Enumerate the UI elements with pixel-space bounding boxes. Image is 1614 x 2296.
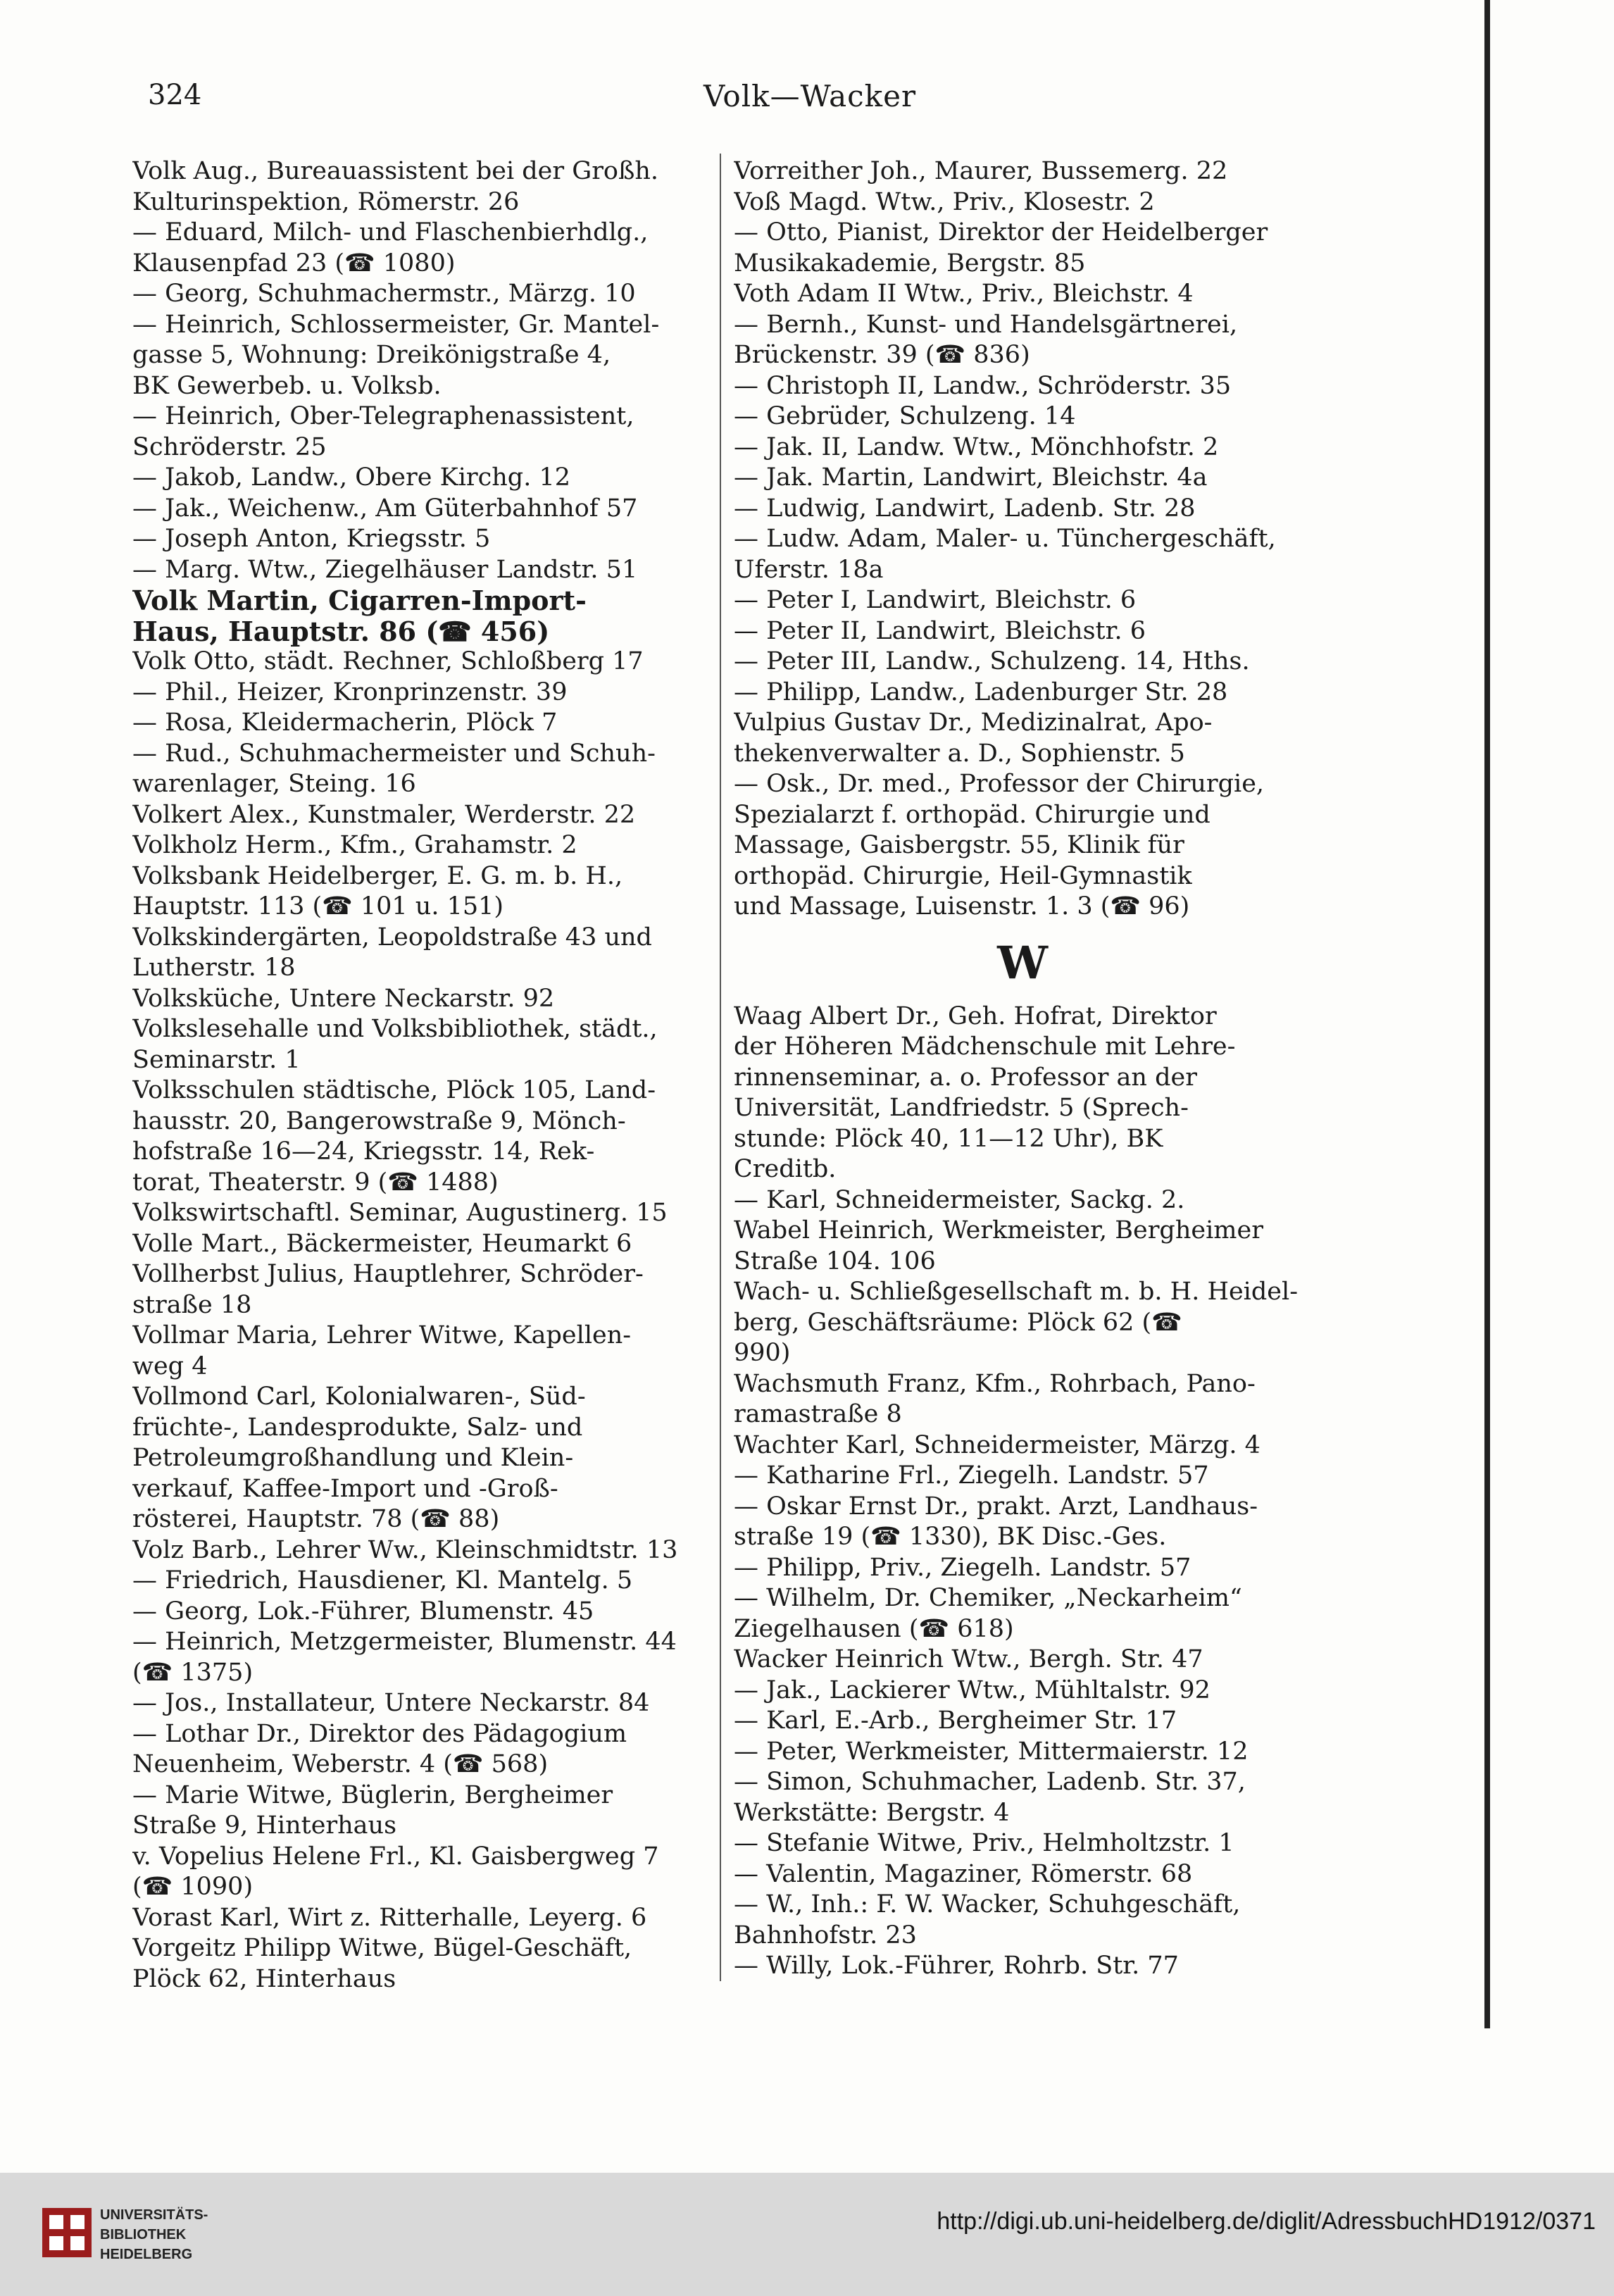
directory-entry: — Peter, Werkmeister, Mittermaierstr. 12 <box>734 1737 1249 1766</box>
right-column-bottom <box>734 1002 1311 1982</box>
directory-entry: Creditb. <box>734 1155 837 1183</box>
directory-entry: Spezialarzt f. orthopäd. Chirurgie und <box>734 800 1210 829</box>
directory-entry: Ziegelhausen (☎ 618) <box>734 1614 1014 1643</box>
directory-entry: warenlager, Steing. 16 <box>132 770 416 798</box>
right-column <box>734 156 1311 1982</box>
directory-entry: straße 19 (☎ 1330), BK Disc.-Ges. <box>734 1523 1167 1551</box>
directory-entry: straße 18 <box>132 1290 252 1319</box>
logo-line-2: BIBLIOTHEK <box>100 2227 187 2242</box>
directory-entry: — Valentin, Magaziner, Römerstr. 68 <box>734 1859 1193 1888</box>
directory-entry: — Karl, Schneidermeister, Sackg. 2. <box>734 1185 1185 1214</box>
directory-entry: der Höheren Mädchenschule mit Lehre- <box>734 1032 1236 1061</box>
directory-entry: Bahnhofstr. 23 <box>734 1921 917 1949</box>
directory-entry: Straße 9, Hinterhaus <box>132 1811 397 1840</box>
directory-entry: — Wilhelm, Dr. Chemiker, „Neckarheim“ <box>734 1584 1242 1612</box>
directory-entry: Uferstr. 18a <box>734 555 884 584</box>
directory-entry: Volksschulen städtische, Plöck 105, Land- <box>132 1076 656 1104</box>
source-url[interactable]: http://digi.ub.uni-heidelberg.de/diglit/AdressbuchHD1912/0371 <box>937 2208 1596 2235</box>
directory-entry: — Marie Witwe, Büglerin, Bergheimer <box>132 1780 613 1809</box>
directory-entry: Petroleumgroßhandlung und Klein- <box>132 1444 574 1472</box>
directory-entry: Volle Mart., Bäckermeister, Heumarkt 6 <box>132 1229 632 1258</box>
directory-entry: — Jak. Martin, Landwirt, Bleichstr. 4a <box>734 463 1208 492</box>
directory-entry: Haus, Hauptstr. 86 (☎ 456) <box>132 616 550 647</box>
directory-entry: Volkslesehalle und Volksbibliothek, städt., <box>132 1015 658 1043</box>
directory-entry: — Osk., Dr. med., Professor der Chirurgie, <box>734 770 1265 798</box>
directory-entry: Kulturinspektion, Römerstr. 26 <box>132 187 520 216</box>
directory-entry: — Oskar Ernst Dr., prakt. Arzt, Landhaus- <box>734 1492 1258 1521</box>
directory-entry: Volkswirtschaftl. Seminar, Augustinerg. 15 <box>132 1199 668 1227</box>
directory-entry: — Peter III, Landw., Schulzeng. 14, Hths. <box>734 647 1250 675</box>
directory-entry: — Jak. II, Landw. Wtw., Mönchhofstr. 2 <box>734 432 1219 461</box>
directory-entry: — Joseph Anton, Kriegsstr. 5 <box>132 525 491 553</box>
directory-entry: hofstraße 16—24, Kriegsstr. 14, Rek- <box>132 1137 595 1166</box>
page-edge-shadow <box>1484 0 1490 2028</box>
directory-entry: — Willy, Lok.-Führer, Rohrb. Str. 77 <box>734 1952 1179 1980</box>
directory-entry: Wach- u. Schließgesellschaft m. b. H. Heidel- <box>734 1278 1299 1306</box>
directory-entry: Vulpius Gustav Dr., Medizinalrat, Apo- <box>734 709 1213 737</box>
directory-entry: — Heinrich, Schlossermeister, Gr. Mantel- <box>132 310 660 339</box>
directory-entry: Volkskindergärten, Leopoldstraße 43 und <box>132 923 652 952</box>
directory-entry: Vollherbst Julius, Hauptlehrer, Schröder- <box>132 1260 644 1288</box>
directory-entry: — Karl, E.-Arb., Bergheimer Str. 17 <box>734 1707 1177 1735</box>
directory-entry: — Phil., Heizer, Kronprinzenstr. 39 <box>132 678 568 706</box>
running-head: Volk—Wacker <box>703 79 917 113</box>
directory-entry: — Jak., Weichenw., Am Güterbahnhof 57 <box>132 494 638 523</box>
directory-entry: — Georg, Lok.-Führer, Blumenstr. 45 <box>132 1597 594 1626</box>
directory-entry: — Jak., Lackierer Wtw., Mühltalstr. 92 <box>734 1676 1210 1704</box>
directory-entry: Klausenpfad 23 (☎ 1080) <box>132 249 456 277</box>
directory-entry: rösterei, Hauptstr. 78 (☎ 88) <box>132 1505 500 1533</box>
directory-entry: rinnenseminar, a. o. Professor an der <box>734 1063 1197 1092</box>
directory-entry: Wabel Heinrich, Werkmeister, Bergheimer <box>734 1216 1263 1244</box>
directory-entry: — Simon, Schuhmacher, Ladenb. Str. 37, <box>734 1768 1246 1796</box>
directory-entry: Wachsmuth Franz, Kfm., Rohrbach, Pano- <box>734 1369 1256 1398</box>
section-letter: W <box>997 936 1048 990</box>
directory-entry: Schröderstr. 25 <box>132 432 327 461</box>
directory-entry: — Eduard, Milch- und Flaschenbierhdlg., <box>132 218 649 247</box>
directory-entry: Wacker Heinrich Wtw., Bergh. Str. 47 <box>734 1645 1203 1673</box>
directory-entry: Massage, Gaisbergstr. 55, Klinik für <box>734 831 1184 859</box>
directory-entry: — Friedrich, Hausdiener, Kl. Mantelg. 5 <box>132 1566 633 1595</box>
directory-entry: Volkert Alex., Kunstmaler, Werderstr. 22 <box>132 800 636 829</box>
directory-entry: hausstr. 20, Bangerowstraße 9, Mönch- <box>132 1106 626 1135</box>
directory-entry: ramastraße 8 <box>734 1400 902 1428</box>
directory-entry: gasse 5, Wohnung: Dreikönigstraße 4, <box>132 341 611 369</box>
column-divider <box>720 154 721 1981</box>
directory-entry: Volz Barb., Lehrer Ww., Kleinschmidtstr. 13 <box>132 1535 678 1564</box>
directory-entry: — Heinrich, Ober-Telegraphenassistent, <box>132 402 634 430</box>
directory-entry: — Georg, Schuhmachermstr., Märzg. 10 <box>132 280 636 308</box>
footer-bar <box>0 2173 1614 2296</box>
directory-entry: — Ludwig, Landwirt, Ladenb. Str. 28 <box>734 494 1196 523</box>
directory-entry: Vorgeitz Philipp Witwe, Bügel-Geschäft, <box>132 1934 632 1962</box>
directory-entry: Straße 104. 106 <box>734 1247 936 1275</box>
directory-entry: — Heinrich, Metzgermeister, Blumenstr. 44 <box>132 1628 677 1656</box>
directory-entry: — Peter II, Landwirt, Bleichstr. 6 <box>734 616 1146 645</box>
directory-entry: Lutherstr. 18 <box>132 954 296 982</box>
directory-entry: orthopäd. Chirurgie, Heil-Gymnastik <box>734 861 1192 890</box>
directory-entry: Voth Adam II Wtw., Priv., Bleichstr. 4 <box>734 280 1194 308</box>
directory-entry: Universität, Landfriedstr. 5 (Sprech- <box>734 1094 1189 1122</box>
directory-entry: weg 4 <box>132 1352 208 1380</box>
directory-entry: Wachter Karl, Schneidermeister, Märzg. 4 <box>734 1430 1260 1459</box>
directory-entry: Volkholz Herm., Kfm., Grahamstr. 2 <box>132 831 577 859</box>
directory-entry: — Ludw. Adam, Maler- u. Tünchergeschäft, <box>734 525 1276 553</box>
directory-entry: — Peter I, Landwirt, Bleichstr. 6 <box>734 586 1137 614</box>
directory-entry: — Philipp, Landw., Ladenburger Str. 28 <box>734 678 1228 706</box>
directory-entry: und Massage, Luisenstr. 1. 3 (☎ 96) <box>734 892 1190 921</box>
directory-entry: — Christoph II, Landw., Schröderstr. 35 <box>734 371 1232 400</box>
directory-entry: — Rosa, Kleidermacherin, Plöck 7 <box>132 709 558 737</box>
directory-entry: Hauptstr. 113 (☎ 101 u. 151) <box>132 892 504 921</box>
directory-entry: Volk Martin, Cigarren-Import- <box>132 585 587 616</box>
directory-entry: Volk Otto, städt. Rechner, Schloßberg 17 <box>132 647 644 675</box>
directory-entry: Seminarstr. 1 <box>132 1045 301 1074</box>
directory-entry: Musikakademie, Bergstr. 85 <box>734 249 1086 277</box>
directory-entry: torat, Theaterstr. 9 (☎ 1488) <box>132 1168 499 1197</box>
directory-entry: Volksküche, Untere Neckarstr. 92 <box>132 984 555 1013</box>
logo-line-3: HEIDELBERG <box>100 2247 193 2262</box>
directory-entry: Vorreither Joh., Maurer, Bussemerg. 22 <box>734 157 1228 185</box>
directory-entry: — Otto, Pianist, Direktor der Heidelberger <box>734 218 1268 247</box>
directory-entry: v. Vopelius Helene Frl., Kl. Gaisbergweg 7 <box>132 1842 659 1871</box>
directory-entry: Brückenstr. 39 (☎ 836) <box>734 341 1030 369</box>
directory-entry: (☎ 1375) <box>132 1658 254 1687</box>
university-seal-icon <box>42 2208 92 2257</box>
directory-entry: Vollmar Maria, Lehrer Witwe, Kapellen- <box>132 1321 632 1349</box>
directory-entry: — Rud., Schuhmachermeister und Schuh- <box>132 739 656 768</box>
directory-entry: Neuenheim, Weberstr. 4 (☎ 568) <box>132 1750 549 1778</box>
directory-entry: — Philipp, Priv., Ziegelh. Landstr. 57 <box>734 1553 1191 1582</box>
directory-entry: Volksbank Heidelberger, E. G. m. b. H., <box>132 861 623 890</box>
directory-entry: — Marg. Wtw., Ziegelhäuser Landstr. 51 <box>132 555 638 584</box>
page-number: 324 <box>148 79 202 111</box>
directory-entry: Werkstätte: Bergstr. 4 <box>734 1798 1010 1827</box>
directory-entry: früchte-, Landesprodukte, Salz- und <box>132 1413 583 1442</box>
directory-entry: Plöck 62, Hinterhaus <box>132 1964 396 1993</box>
directory-entry: — Gebrüder, Schulzeng. 14 <box>734 402 1076 430</box>
directory-entry: — Katharine Frl., Ziegelh. Landstr. 57 <box>734 1461 1209 1490</box>
directory-entry: berg, Geschäftsräume: Plöck 62 (☎ <box>734 1308 1182 1337</box>
directory-entry: Volk Aug., Bureauassistent bei der Großh. <box>132 157 659 185</box>
directory-entry: Vollmond Carl, Kolonialwaren-, Süd- <box>132 1383 586 1411</box>
directory-entry: Vorast Karl, Wirt z. Ritterhalle, Leyerg. 6 <box>132 1903 647 1932</box>
directory-entry: stunde: Plöck 40, 11—12 Uhr), BK <box>734 1124 1163 1153</box>
left-column <box>132 156 710 1995</box>
directory-entry: 990) <box>734 1339 791 1367</box>
logo-line-1: UNIVERSITÄTS- <box>100 2207 208 2223</box>
directory-entry: — Lothar Dr., Direktor des Pädagogium <box>132 1719 627 1748</box>
directory-entry: Voß Magd. Wtw., Priv., Klosestr. 2 <box>734 187 1155 216</box>
directory-entry: (☎ 1090) <box>132 1873 254 1901</box>
library-logo-text <box>100 2205 208 2264</box>
directory-entry: — Jakob, Landw., Obere Kirchg. 12 <box>132 463 570 492</box>
directory-entry: verkauf, Kaffee-Import und -Groß- <box>132 1474 558 1503</box>
directory-entry: thekenverwalter a. D., Sophienstr. 5 <box>734 739 1185 768</box>
directory-entry: Waag Albert Dr., Geh. Hofrat, Direktor <box>734 1002 1217 1030</box>
directory-entry: — Jos., Installateur, Untere Neckarstr. 84 <box>132 1689 650 1717</box>
right-column-top <box>734 156 1311 923</box>
directory-entry: — Stefanie Witwe, Priv., Helmholtzstr. 1 <box>734 1829 1234 1857</box>
directory-entry: — Bernh., Kunst- und Handelsgärtnerei, <box>734 310 1238 339</box>
directory-entry: BK Gewerbeb. u. Volksb. <box>132 371 442 400</box>
directory-entry: — W., Inh.: F. W. Wacker, Schuhgeschäft, <box>734 1890 1241 1918</box>
